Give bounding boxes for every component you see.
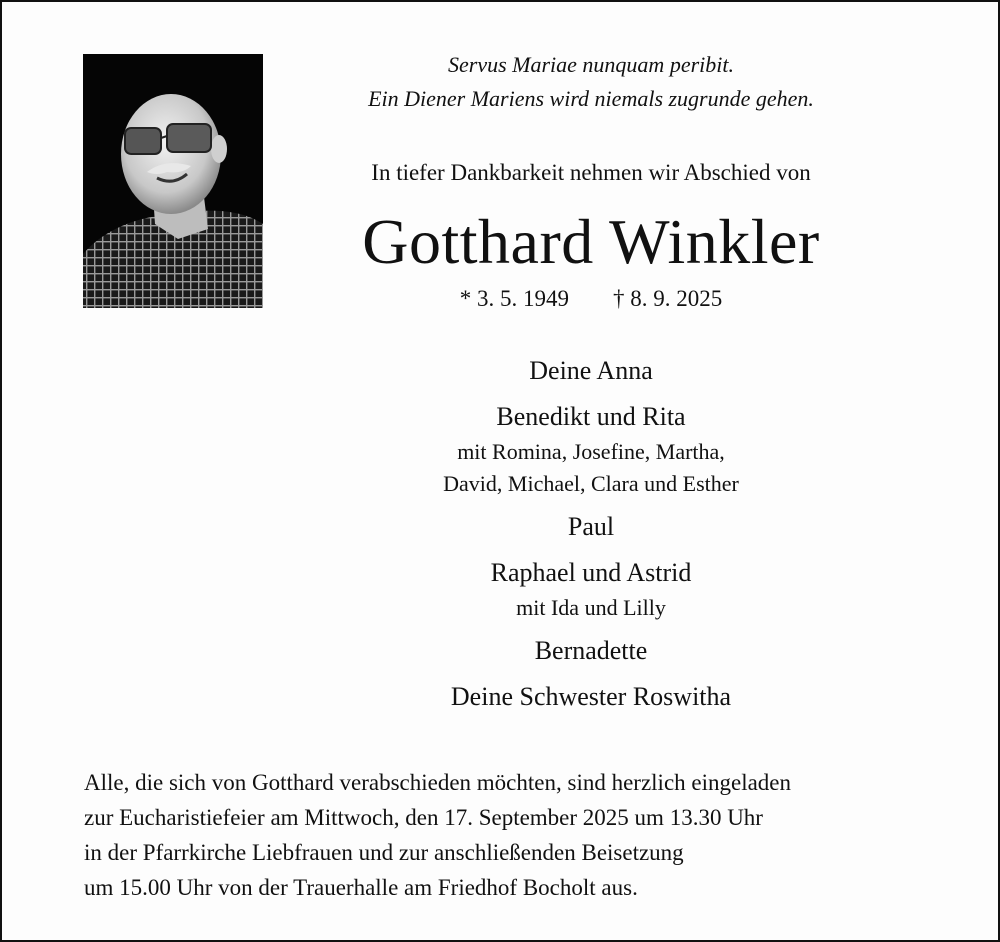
mourner-group (302, 554, 880, 624)
mourner-children: David, Michael, Clara und Esther (443, 471, 739, 496)
mourner-name: Raphael und Astrid (490, 558, 692, 587)
mourner-name: Deine Schwester Roswitha (450, 682, 732, 711)
life-dates (302, 282, 880, 316)
death-date: † 8. 9. 2025 (613, 286, 723, 311)
motto-german: Ein Diener Mariens wird niemals zugrunde gehen. (368, 86, 814, 111)
mourner-group (302, 678, 880, 716)
funeral-notice (84, 765, 964, 905)
notice-line: zur Eucharistiefeier am Mittwoch, den 17. September 2025 um 13.30 Uhr (84, 805, 763, 830)
motto (302, 48, 880, 116)
mourner-children: mit Ida und Lilly (516, 595, 666, 620)
mourner-name: Bernadette (534, 636, 648, 665)
motto-latin: Servus Mariae nunquam peribit. (448, 52, 734, 77)
mourner-name: Deine Anna (529, 356, 653, 385)
intro-text: In tiefer Dankbarkeit nehmen wir Abschied von (371, 160, 811, 185)
portrait-image (83, 54, 263, 308)
mourner-name: Benedikt und Rita (496, 402, 686, 431)
mourner-group (302, 508, 880, 546)
mourner-group (302, 398, 880, 500)
mourner-group (302, 352, 880, 390)
mourner-name: Paul (567, 512, 615, 541)
deceased-name: Gotthard Winkler (362, 206, 820, 277)
notice-line: um 15.00 Uhr von der Trauerhalle am Friedhof Bocholt aus. (84, 875, 638, 900)
notice-line: in der Pfarrkirche Liebfrauen und zur anschließenden Beisetzung (84, 840, 684, 865)
portrait-photo (83, 54, 263, 308)
birth-date: * 3. 5. 1949 (459, 286, 569, 311)
mourner-group (302, 632, 880, 670)
notice-line: Alle, die sich von Gotthard verabschieden möchten, sind herzlich eingeladen (84, 770, 792, 795)
mourner-children: mit Romina, Josefine, Martha, (457, 439, 725, 464)
mourners-list (302, 352, 880, 724)
